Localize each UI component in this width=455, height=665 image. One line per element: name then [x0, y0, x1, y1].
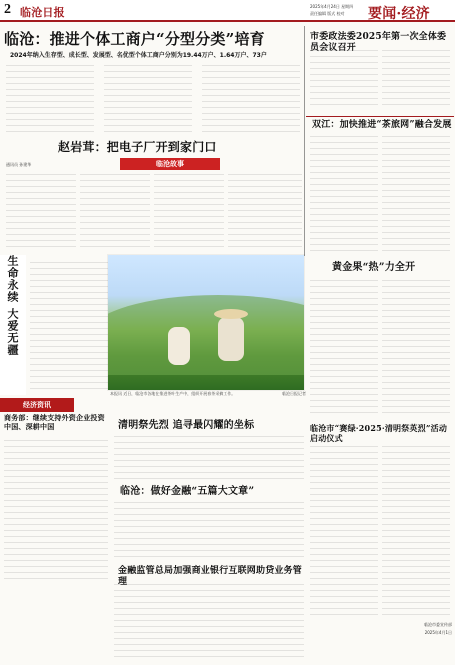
person-figure	[218, 317, 244, 361]
page-header	[0, 0, 455, 22]
article-text-block	[310, 136, 378, 251]
feature-headline: 赵岩茸：把电子厂开到家门口	[58, 140, 217, 154]
article-text-block	[30, 262, 108, 392]
date-line: 2025年4月24日 星期四	[310, 4, 354, 9]
section-divider	[306, 116, 454, 117]
article-text-block	[310, 50, 378, 110]
article-text-block	[382, 50, 450, 110]
section-title: 要闻·经济	[368, 6, 430, 22]
person-figure	[168, 327, 190, 365]
article-text-block	[104, 65, 192, 137]
top-right-headline: 市委政法委2025年第一次全体委员会议召开	[310, 32, 447, 53]
feature-tag: 临沧故事	[120, 158, 220, 170]
article-text-block	[310, 446, 378, 616]
photo-credit: 临沧日报记者	[282, 391, 306, 396]
article-text-block	[6, 65, 94, 137]
article-text-block	[382, 136, 450, 251]
footer-issuer: 临沧市委宣传部	[424, 622, 452, 627]
news-photo	[108, 255, 304, 390]
qingming-headline: 清明祭先烈 追寻最闪耀的坐标	[118, 420, 255, 431]
article-text-block	[4, 440, 108, 580]
gold-headline: 黄金果“热”力全开	[332, 262, 416, 273]
article-text-block	[382, 280, 450, 415]
column-rule	[304, 26, 305, 256]
article-text-block	[114, 584, 304, 662]
mid-right-headline: 双江：加快推进“茶旅网”融合发展	[312, 120, 452, 130]
article-text-block	[382, 446, 450, 616]
top-left-headline: 临沧：推进个体工商户“分型分类”培育	[4, 30, 265, 48]
commerce-headline: 商务部：继续支持外资企业投资中国、深耕中国	[4, 413, 105, 431]
article-text-block	[310, 280, 378, 415]
finance-headline: 临沧：做好金融“五篇大文章”	[120, 486, 255, 497]
right-bottom-headline: 临沧市“赛绿·2025·清明祭英烈”活动启动仪式	[310, 423, 448, 443]
paper-name: 临沧日报	[20, 6, 65, 19]
footer-date: 2025年4月1日	[424, 630, 452, 635]
side-vertical-title: 生命永续 大爱无疆	[6, 255, 19, 356]
top-left-subtitle: 2024年纳入生存型、成长型、发展型、名优型个体工商户分别为19.44万户、1.64万户、73户	[10, 52, 267, 59]
editor-line: 责任编辑 版式 校对	[310, 11, 345, 16]
page-number: 2	[4, 2, 11, 17]
mountain-shape	[108, 295, 304, 375]
hat-icon	[214, 309, 248, 319]
economy-news-label: 经济资讯	[0, 398, 74, 412]
article-text-block	[114, 436, 304, 482]
article-text-block	[202, 65, 300, 137]
article-text-block	[228, 174, 302, 248]
article-text-block	[154, 174, 224, 248]
article-text-block	[80, 174, 150, 248]
photo-caption: 本报讯 近日，临沧市各地在推进茶叶生产中，组织开展春茶采摘工作。	[110, 391, 236, 396]
feature-byline: 通讯员 孙建华	[6, 162, 32, 167]
bank-regulation-headline: 金融监管总局加强商业银行互联网助贷业务管理	[118, 566, 303, 587]
side-feature	[0, 255, 26, 395]
article-text-block	[114, 502, 304, 560]
article-text-block	[6, 174, 76, 248]
